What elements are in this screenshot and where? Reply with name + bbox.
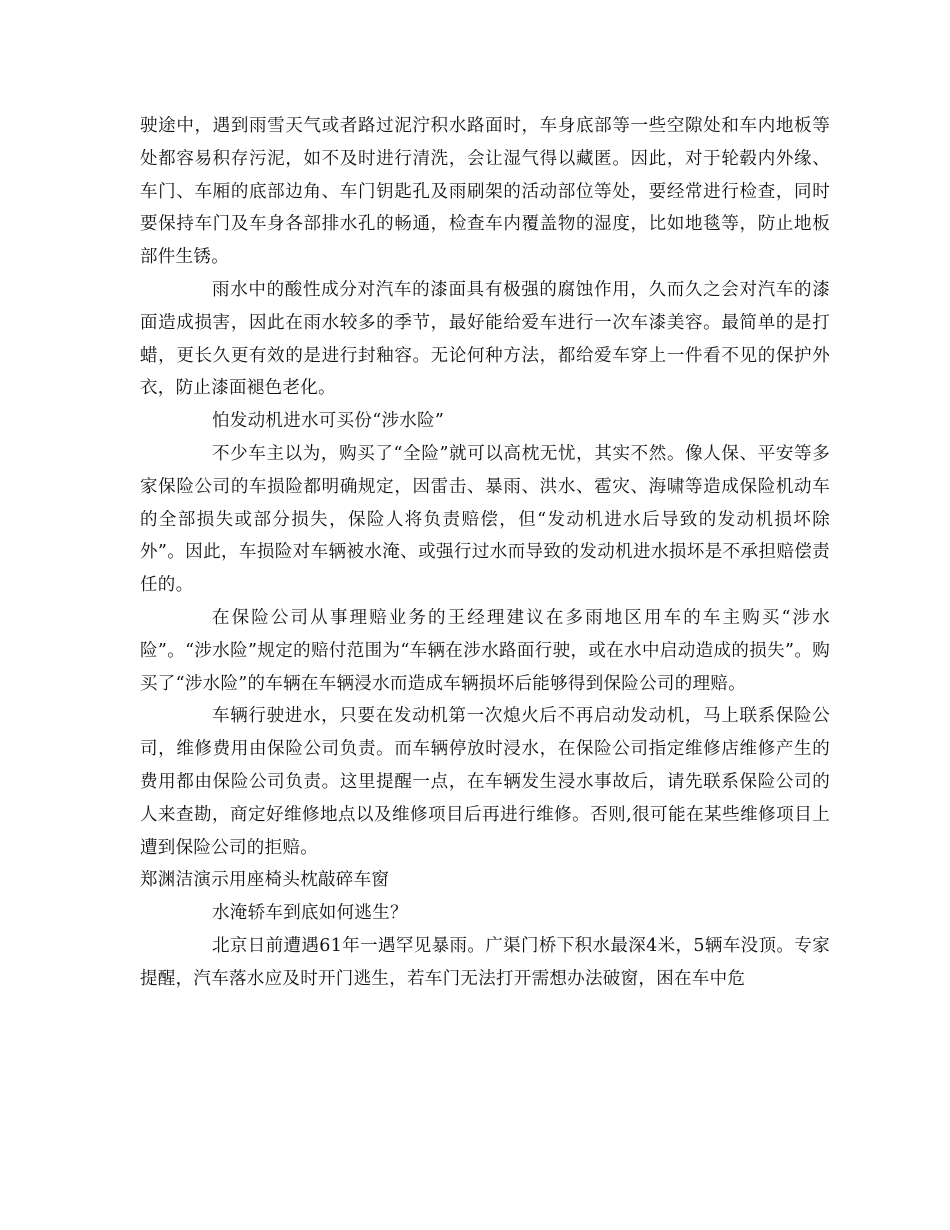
paragraph-5: 车辆行驶进水，只要在发动机第一次熄火后不再启动发动机，马上联系保险公司，维修费用由保险公司负责。而车辆停放时浸水，在保险公司指定维修店维修产生的费用都由保险公司负责。这里提醒一点，在车辆发生浸水事故后，请先联系保险公司的人来查勘，商定好维修地点以及维修项目后再进行维修。否则,很可能在某些维修项目上遭到保险公司的拒赔。 — [140, 706, 830, 858]
document-body — [140, 110, 830, 996]
section-heading-escape: 水淹轿车到底如何逃生？ — [212, 903, 408, 924]
paragraph-2: 雨水中的酸性成分对汽车的漆面具有极强的腐蚀作用，久而久之会对汽车的漆面造成损害，因此在雨水较多的季节，最好能给爱车进行一次车漆美容。最简单的是打蜡，更长久更有效的是进行封釉容。无论何种方法，都给爱车穿上一件看不见的保护外衣，防止漆面褪色老化。 — [140, 279, 830, 399]
photo-caption: 郑渊洁演示用座椅头枕敲碎车窗 — [140, 870, 390, 891]
paragraph-6: 北京日前遭遇61年一遇罕见暴雨。广渠门桥下积水最深4米，5辆车没顶。专家提醒，汽车落水应及时开门逃生，若车门无法打开需想办法破窗，困在车中危 — [140, 935, 830, 989]
section-heading-water-insurance: 怕发动机进水可买份“涉水险” — [212, 411, 445, 432]
paragraph-1: 驶途中，遇到雨雪天气或者路过泥泞积水路面时，车身底部等一些空隙处和车内地板等处都容易积存污泥，如不及时进行清洗，会让湿气得以藏匿。因此，对于轮毂内外缘、车门、车厢的底部边角、车门钥匙孔及雨刷架的活动部位等处，要经常进行检查，同时要保持车门及车身各部排水孔的畅通，检查车内覆盖物的湿度，比如地毯等，防止地板部件生锈。 — [140, 116, 830, 268]
paragraph-3: 不少车主以为，购买了“全险”就可以高枕无忧，其实不然。像人保、平安等多家保险公司的车损险都明确规定，因雷击、暴雨、洪水、雹灾、海啸等造成保险机动车的全部损失或部分损失，保险人将负责赔偿，但“发动机进水后导致的发动机损坏除外”。因此，车损险对车辆被水淹、或强行过水而导致的发动机进水损坏是不承担赔偿责任的。 — [140, 443, 830, 596]
paragraph-4: 在保险公司从事理赔业务的王经理建议在多雨地区用车的车主购买“涉水险”。“涉水险”规定的赔付范围为“车辆在涉水路面行驶，或在水中启动造成的损失”。购买了“涉水险”的车辆在车辆浸水而造成车辆损坏后能够得到保险公司的理赔。 — [140, 607, 830, 694]
